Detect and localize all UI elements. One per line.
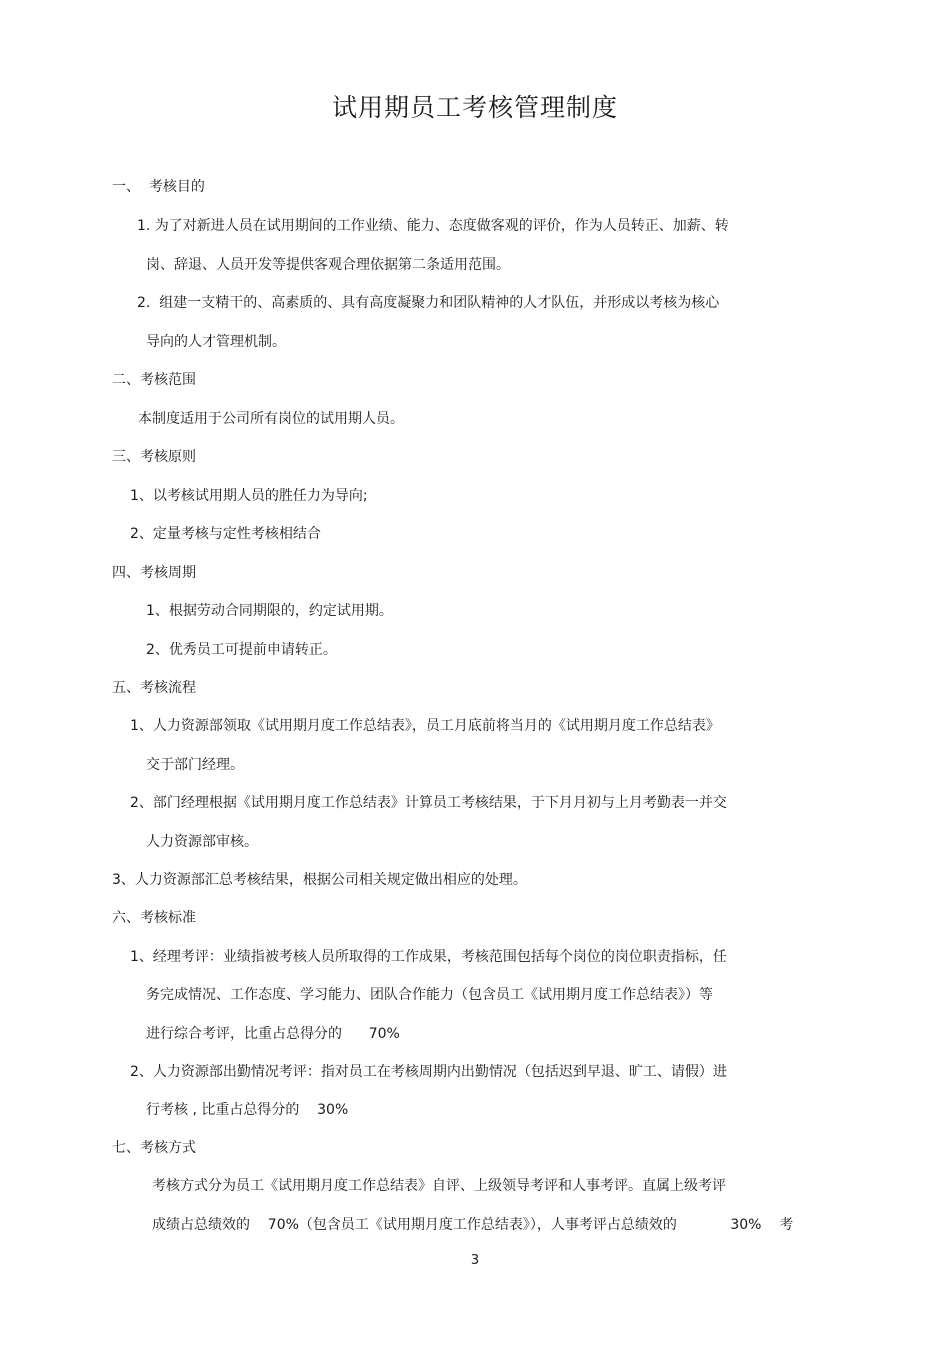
text-line: 2、定量考核与定性考核相结合 [130, 526, 321, 542]
text-line: 本制度适用于公司所有岗位的试用期人员。 [138, 411, 404, 427]
text-line: 2. 组建一支精干的、高素质的、具有高度凝聚力和团队精神的人才队伍，并形成以考核为核心 [137, 295, 720, 311]
text-line: 导向的人才管理机制。 [146, 334, 286, 350]
text-line: 3、人力资源部汇总考核结果，根据公司相关规定做出相应的处理。 [112, 872, 527, 888]
text-line: 1、经理考评：业绩指被考核人员所取得的工作成果，考核范围包括每个岗位的岗位职责指标，任 [130, 949, 727, 965]
text-line: 行考核 , 比重占总得分的 30% [146, 1102, 349, 1118]
text-line: 进行综合考评，比重占总得分的 70% [146, 1026, 400, 1042]
page-number: 3 [470, 1253, 480, 1268]
text-line: 1、根据劳动合同期限的，约定试用期。 [146, 603, 393, 619]
text-line: 四、考核周期 [112, 565, 196, 581]
text-line: 考核方式分为员工《试用期月度工作总结表》自评、上级领导考评和人事考评。直属上级考评 [152, 1178, 726, 1194]
text-line: 二、考核范围 [112, 372, 196, 388]
text-line: 五、考核流程 [112, 680, 196, 696]
text-line: 2、人力资源部出勤情况考评：指对员工在考核周期内出勤情况（包括迟到早退、旷工、请假）进 [130, 1064, 727, 1080]
text-line: 务完成情况、工作态度、学习能力、团队合作能力（包含员工《试用期月度工作总结表》）等 [146, 987, 713, 1003]
text-line: 岗、辞退、人员开发等提供客观合理依据第二条适用范围。 [146, 257, 510, 273]
text-line: 交于部门经理。 [146, 757, 244, 773]
text-line: 一、 考核目的 [112, 179, 205, 195]
text-line: 六、考核标准 [112, 910, 196, 926]
text-line: 1、人力资源部领取《试用期月度工作总结表》，员工月底前将当月的《试用期月度工作总结表》 [130, 718, 720, 734]
text-line: 2、优秀员工可提前申请转正。 [146, 642, 337, 658]
text-line: 三、考核原则 [112, 449, 196, 465]
text-line: 2、部门经理根据《试用期月度工作总结表》计算员工考核结果，于下月月初与上月考勤表一并交 [130, 795, 727, 811]
document-title: 试用期员工考核管理制度 [331, 93, 618, 122]
text-line: 1. 为了对新进人员在试用期间的工作业绩、能力、态度做客观的评价，作为人员转正、加薪、转 [137, 218, 729, 234]
text-line: 1、以考核试用期人员的胜任力为导向; [130, 488, 368, 504]
text-line: 人力资源部审核。 [146, 834, 258, 850]
text-line: 七、考核方式 [112, 1140, 196, 1156]
text-line: 成绩占总绩效的 70%（包含员工《试用期月度工作总结表》），人事考评占总绩效的 30% 考 [152, 1217, 794, 1233]
